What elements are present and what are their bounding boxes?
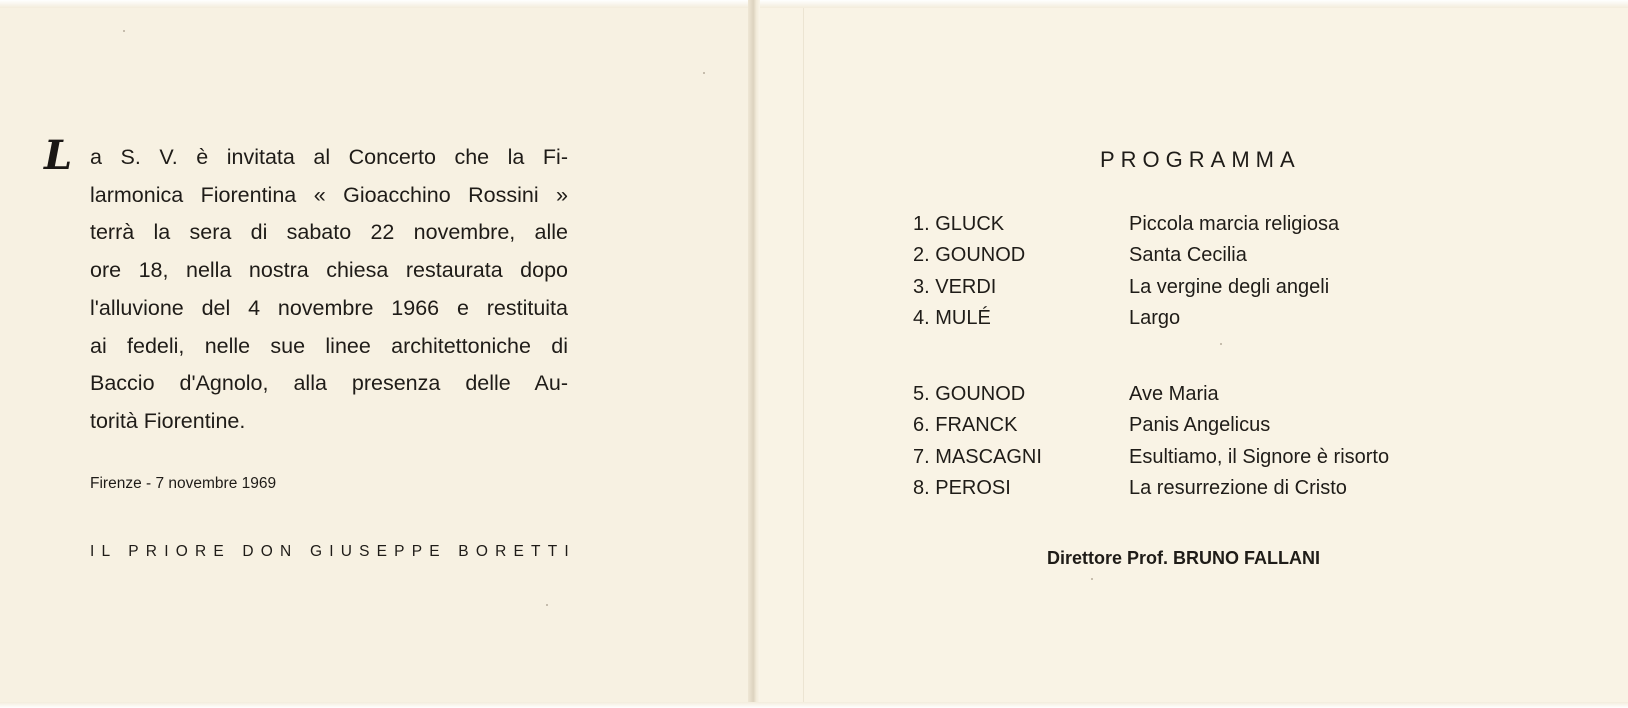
paper-speck	[703, 72, 705, 74]
invitation-line-5: l'alluvione del 4 novembre 1966 e restituita	[90, 295, 568, 320]
right-page	[757, 8, 1628, 702]
card-fold	[748, 0, 760, 708]
program-item	[913, 383, 1473, 415]
program-composer: 4. MULÉ	[913, 307, 991, 329]
fold-crease	[803, 8, 804, 702]
program-work: Santa Cecilia	[1129, 244, 1247, 266]
program-title: PROGRAMMA	[1100, 147, 1301, 172]
paper-speck	[546, 604, 548, 606]
program-work: Esultiamo, il Signore è risorto	[1129, 446, 1390, 468]
program-item	[913, 446, 1473, 478]
program-work: Piccola marcia religiosa	[1129, 213, 1340, 235]
program-composer: 3. VERDI	[913, 276, 997, 298]
invitation-text	[90, 139, 568, 441]
program-director: Direttore Prof. BRUNO FALLANI	[1047, 548, 1321, 568]
program-work: Ave Maria	[1129, 383, 1219, 405]
program-composer: 5. GOUNOD	[913, 383, 1026, 405]
program-item	[913, 244, 1473, 276]
card-top-edge	[0, 0, 1628, 8]
program-work: Panis Angelicus	[1129, 414, 1271, 436]
invitation-line-6: ai fedeli, nelle sue linee architettoniche di	[90, 333, 568, 358]
paper-speck	[1220, 343, 1222, 345]
program-composer: 2. GOUNOD	[913, 244, 1026, 266]
program-item	[913, 213, 1473, 245]
invitation-line-1: a S. V. è invitata al Concerto che la Fi-	[90, 145, 568, 169]
program-composer: 6. FRANCK	[913, 414, 1018, 436]
invitation-line-4: ore 18, nella nostra chiesa restaurata dopo	[90, 258, 568, 283]
paper-speck	[1091, 578, 1093, 580]
program-item	[913, 307, 1473, 339]
program-composer: 8. PEROSI	[913, 477, 1011, 499]
invitation-line-2: larmonica Fiorentina « Gioacchino Rossini »	[90, 182, 568, 207]
program-item	[913, 477, 1473, 509]
card-bottom-edge	[0, 702, 1628, 708]
program-item	[913, 414, 1473, 446]
paper-speck	[123, 30, 125, 32]
program-composer: 1. GLUCK	[913, 213, 1005, 235]
program-work: La resurrezione di Cristo	[1129, 477, 1347, 499]
program-item	[913, 276, 1473, 308]
program-composer: 7. MASCAGNI	[913, 446, 1042, 468]
invitation-line-7: Baccio d'Agnolo, alla presenza delle Au-	[90, 371, 568, 396]
invitation-line-8: torità Fiorentine.	[90, 408, 246, 433]
decorative-initial: L	[44, 132, 71, 179]
invitation-line-3: terrà la sera di sabato 22 novembre, alle	[90, 220, 568, 245]
invitation-date: Firenze - 7 novembre 1969	[90, 475, 277, 492]
program-work: Largo	[1129, 307, 1181, 329]
invitation-signature: IL PRIORE DON GIUSEPPE BORETTI	[90, 543, 576, 560]
program-work: La vergine degli angeli	[1129, 276, 1330, 298]
